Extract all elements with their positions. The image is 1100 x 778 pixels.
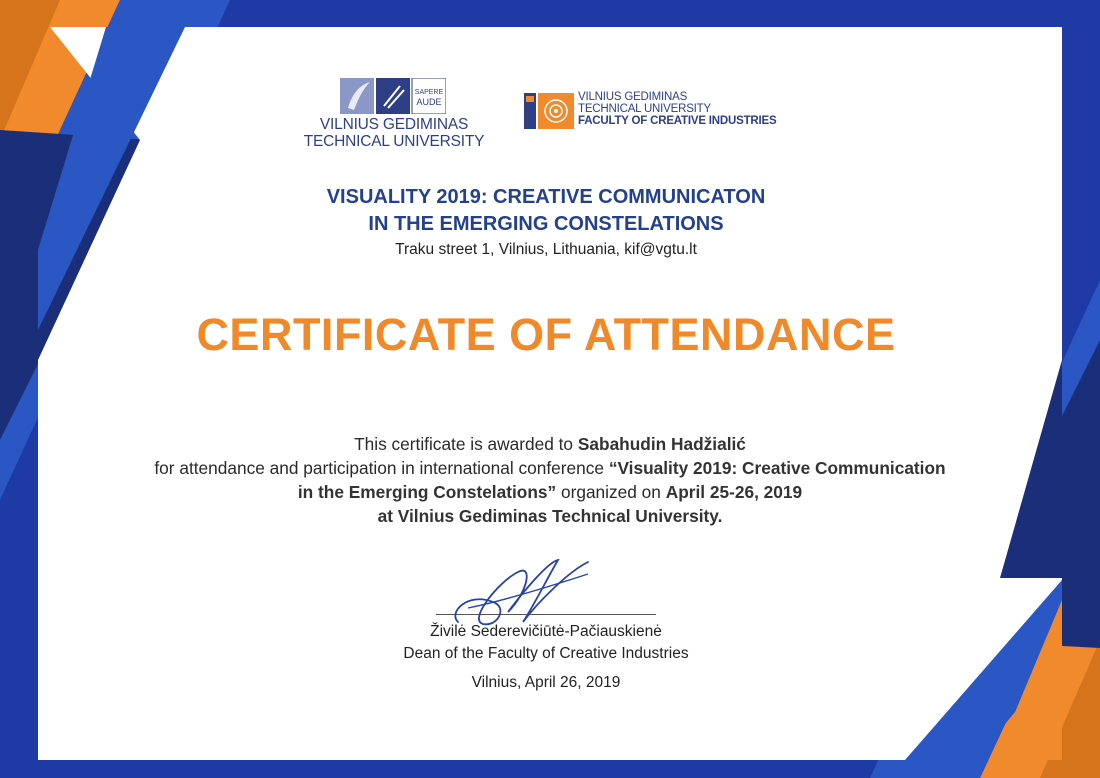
event-dates: April 25-26, 2019 xyxy=(665,482,803,502)
signer-name: Živilė Sederevičiūtė-Pačiauskienė xyxy=(430,623,662,640)
faculty-logo-line2: TECHNICAL UNIVERSITY xyxy=(578,103,711,115)
certificate-body xyxy=(150,432,950,528)
vgtu-logo xyxy=(296,78,492,152)
event-venue: at Vilnius Gediminas Technical University. xyxy=(377,506,723,526)
awarded-prefix: This certificate is awarded to xyxy=(354,434,574,454)
faculty-logo-line3: FACULTY OF CREATIVE INDUSTRIES xyxy=(578,115,777,127)
conference-title-line2: IN THE EMERGING CONSTELATIONS xyxy=(368,213,724,235)
faculty-logo xyxy=(524,91,814,131)
vgtu-emblem-icon xyxy=(340,78,446,114)
issue-place-date: Vilnius, April 26, 2019 xyxy=(471,674,621,691)
certificate-title: CERTIFICATE OF ATTENDANCE xyxy=(196,309,896,360)
participation-prefix: for attendance and participation in international conference xyxy=(154,458,604,478)
signer-role: Dean of the Faculty of Creative Industries xyxy=(403,645,689,662)
organized-on: organized on xyxy=(560,482,661,502)
vgtu-logo-line1: VILNIUS GEDIMINAS xyxy=(319,116,469,133)
event-name: “Visuality 2019: Creative Communication in the Emerging Constelations” xyxy=(297,458,946,502)
faculty-emblem-icon xyxy=(524,93,574,129)
faculty-logo-line1: VILNIUS GEDIMINAS xyxy=(578,91,688,103)
recipient-name: Sabahudin Hadžialić xyxy=(577,434,746,454)
emblem-text-top: SAPERE xyxy=(414,89,444,96)
conference-address: Traku street 1, Vilnius, Lithuania, kif@vgtu.lt xyxy=(395,241,697,258)
conference-title-line1: VISUALITY 2019: CREATIVE COMMUNICATON xyxy=(326,186,766,208)
vgtu-logo-line2: TECHNICAL UNIVERSITY xyxy=(303,133,485,150)
emblem-text-bottom: AUDE xyxy=(416,97,442,107)
